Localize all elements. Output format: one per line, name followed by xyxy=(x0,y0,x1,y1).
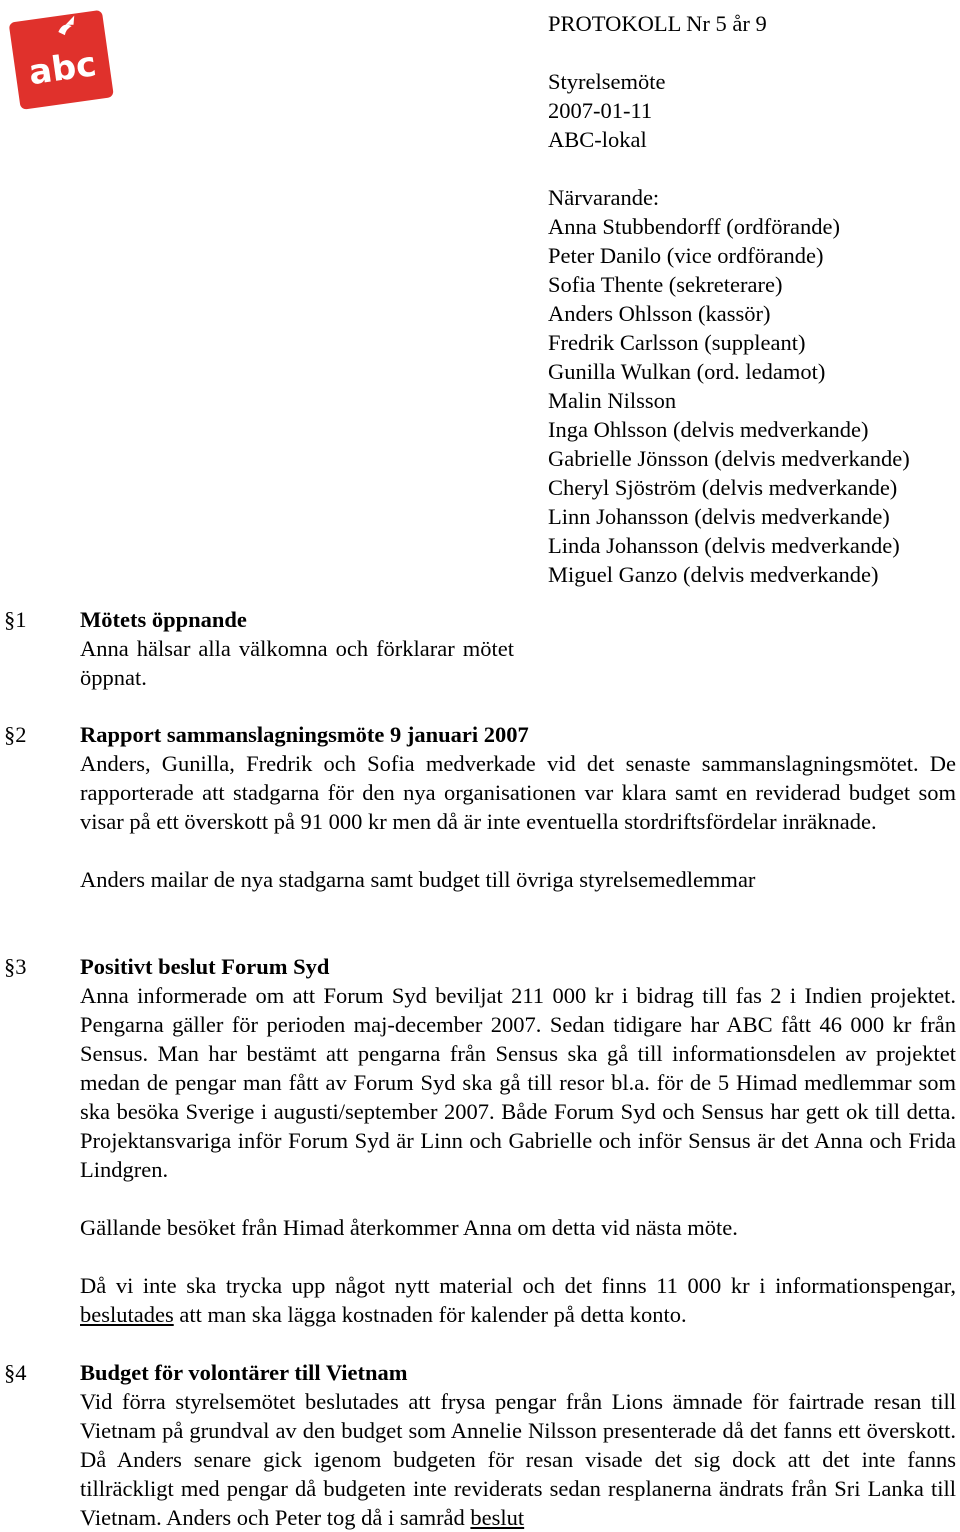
attendee: Sofia Thente (sekreterare) xyxy=(548,272,783,297)
section-heading: Positivt beslut Forum Syd xyxy=(80,954,330,979)
meeting-location: ABC-lokal xyxy=(548,127,647,152)
paragraph-text: Vid förra styrelsemötet beslutades att frysa pengar från Lions ämnade för fairtrade resan till Vietnam på grundval av den budget som Annelie Nilsson presenterade då det fanns ett överskott. Då Anders senare gick igenom budgeten för resan visade det sig dock att det inte fanns tillräckligt med pengar då budgeten inte reviderats sedan resplanerna ändrats från Sri Lanka till Vietnam. Anders och Peter tog då i samråd xyxy=(80,1389,956,1530)
attendee: Linn Johansson (delvis medverkande) xyxy=(548,504,890,529)
section-number: §3 xyxy=(4,954,27,979)
section-text: Anna hälsar alla välkomna och förklarar mötet öppnat. xyxy=(80,636,514,690)
attendee: Miguel Ganzo (delvis medverkande) xyxy=(548,562,879,587)
attendee: Anders Ohlsson (kassör) xyxy=(548,301,771,326)
section-paragraph: Gällande besöket från Himad återkommer Anna om detta vid nästa möte. xyxy=(80,1215,738,1240)
attendee: Inga Ohlsson (delvis medverkande) xyxy=(548,417,869,442)
section-heading: Rapport sammanslagningsmöte 9 januari 2007 xyxy=(80,722,529,747)
section-paragraph xyxy=(80,1387,956,1532)
section-number: §4 xyxy=(4,1360,27,1385)
attendee: Linda Johansson (delvis medverkande) xyxy=(548,533,900,558)
paragraph-text: Då vi inte ska trycka upp något nytt material och det finns 11 000 kr i informationspengar, xyxy=(80,1273,956,1298)
decision-keyword: beslut xyxy=(470,1505,525,1530)
decision-keyword: beslutades xyxy=(80,1302,174,1327)
attendee: Malin Nilsson xyxy=(548,388,677,413)
section-heading: Mötets öppnande xyxy=(80,607,247,632)
protocol-title: PROTOKOLL Nr 5 år 9 xyxy=(548,11,767,36)
abc-logo xyxy=(4,2,116,114)
section-paragraph: Anders, Gunilla, Fredrik och Sofia medverkade vid det senaste sammanslagningsmötet. De rapporterade att stadgarna för den nya organisationen var klara samt en reviderad budget som visar på ett överskott på 91 000 kr men då är inte eventuella stordriftsfördelar inräknade. xyxy=(80,751,956,834)
attendee: Gabrielle Jönsson (delvis medverkande) xyxy=(548,446,910,471)
paragraph-text: att man ska lägga kostnaden för kalender på detta konto. xyxy=(173,1302,687,1327)
protocol-header xyxy=(548,9,953,589)
attendee: Anna Stubbendorff (ordförande) xyxy=(548,214,840,239)
section-number: §2 xyxy=(4,722,27,747)
attendee: Gunilla Wulkan (ord. ledamot) xyxy=(548,359,826,384)
attendee: Peter Danilo (vice ordförande) xyxy=(548,243,824,268)
attendee: Fredrik Carlsson (suppleant) xyxy=(548,330,806,355)
section-heading: Budget för volontärer till Vietnam xyxy=(80,1360,408,1385)
meeting-type: Styrelsemöte xyxy=(548,69,666,94)
meeting-date: 2007-01-11 xyxy=(548,98,653,123)
section-paragraph xyxy=(80,1271,956,1329)
logo-text: abc xyxy=(26,44,99,94)
attendees-label: Närvarande: xyxy=(548,185,660,210)
section-paragraph: Anders mailar de nya stadgarna samt budget till övriga styrelsemedlemmar xyxy=(80,867,756,892)
section-paragraph: Anna informerade om att Forum Syd beviljat 211 000 kr i bidrag till fas 2 i Indien projektet. Pengarna gäller för perioden maj-december 2007. Sedan tidigare har ABC fått 46 000 kr från Sensus. Man har bestämt att pengarna från Sensus ska gå till informationsdelen av projektet medan de pengar man fått av Forum Syd ska gå till resor bl.a. för de 5 Himad medlemmar som ska besöka Sverige i augusti/september 2007. Både Forum Syd och Sensus har gett ok till detta. Projektansvariga inför Forum Syd är Linn och Gabrielle och inför Sensus är det Anna och Frida Lindgren. xyxy=(80,983,956,1182)
section-number: §1 xyxy=(4,607,27,632)
attendee: Cheryl Sjöström (delvis medverkande) xyxy=(548,475,898,500)
